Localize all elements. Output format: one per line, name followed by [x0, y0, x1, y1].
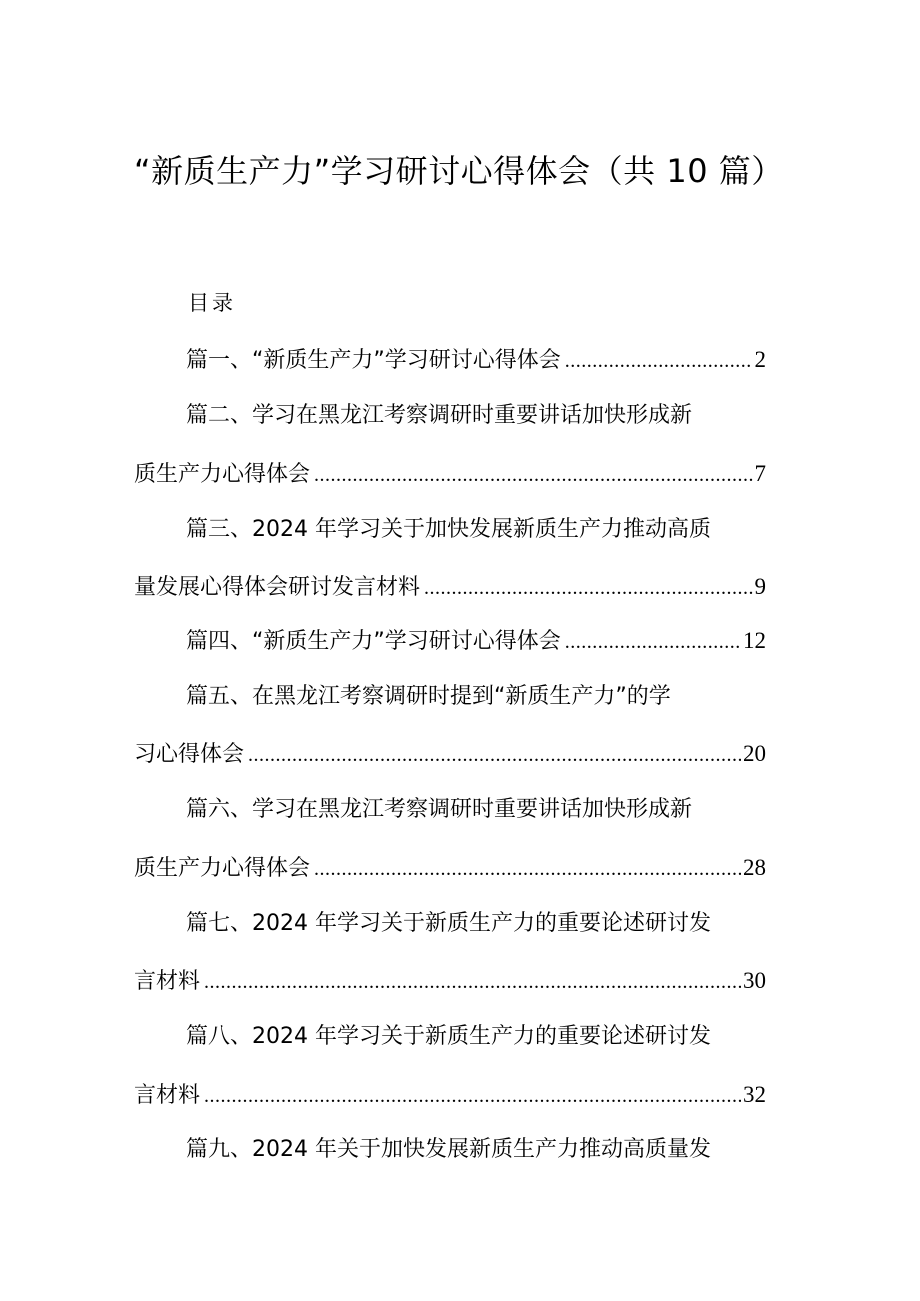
toc-entry-text: 质生产力心得体会 — [134, 856, 311, 881]
toc-leader-dots — [204, 962, 741, 1002]
toc-entry-text: 篇四、“新质生产力”学习研讨心得体会 — [186, 629, 561, 654]
toc-entry-text: 篇一、“新质生产力”学习研讨心得体会 — [186, 348, 561, 373]
toc-entry-6[interactable] — [134, 790, 766, 830]
toc-entry-7[interactable] — [134, 904, 766, 944]
toc-entry-text: 篇五、在黑龙江考察调研时提到“新质生产力”的学 — [186, 684, 671, 709]
toc-entry-6-continued[interactable] — [134, 848, 766, 888]
toc-entry-text: 篇三、2024 年学习关于加快发展新质生产力推动高质 — [186, 517, 711, 542]
toc-page-number: 7 — [754, 461, 766, 486]
toc-entry-5-continued[interactable] — [134, 734, 766, 774]
toc-page-number: 30 — [743, 968, 766, 993]
toc-leader-dots — [314, 849, 741, 889]
toc-leader-dots — [565, 341, 753, 381]
toc-page-number: 2 — [754, 347, 766, 372]
toc-entry-1[interactable] — [134, 340, 766, 380]
toc-page-number: 20 — [743, 741, 766, 766]
document-title: “新质生产力”学习研讨心得体会（共 10 篇） — [134, 152, 784, 190]
toc-entry-text: 篇二、学习在黑龙江考察调研时重要讲话加快形成新 — [186, 403, 693, 428]
toc-leader-dots — [565, 622, 741, 662]
toc-entry-text: 言材料 — [134, 969, 201, 994]
toc-entry-9[interactable] — [134, 1130, 766, 1170]
toc-heading: 目录 — [188, 291, 236, 315]
toc-leader-dots — [314, 455, 752, 495]
toc-page-number: 9 — [754, 574, 766, 599]
toc-entry-2-continued[interactable] — [134, 454, 766, 494]
toc-leader-dots — [424, 568, 752, 608]
toc-leader-dots — [248, 735, 741, 775]
toc-entry-8[interactable] — [134, 1017, 766, 1057]
toc-entry-text: 质生产力心得体会 — [134, 462, 311, 487]
toc-entry-2[interactable] — [134, 396, 766, 436]
toc-entry-5[interactable] — [134, 677, 766, 717]
toc-entry-3-continued[interactable] — [134, 567, 766, 607]
toc-entry-text: 习心得体会 — [134, 742, 245, 767]
toc-entry-text: 篇六、学习在黑龙江考察调研时重要讲话加快形成新 — [186, 797, 693, 822]
toc-entry-text: 篇七、2024 年学习关于新质生产力的重要论述研讨发 — [186, 911, 711, 936]
toc-leader-dots — [204, 1076, 741, 1116]
toc-entry-text: 篇八、2024 年学习关于新质生产力的重要论述研讨发 — [186, 1024, 711, 1049]
toc-page-number: 12 — [743, 628, 766, 653]
toc-entry-4[interactable] — [134, 621, 766, 661]
toc-entry-text: 言材料 — [134, 1083, 201, 1108]
toc-entry-text: 量发展心得体会研讨发言材料 — [134, 575, 421, 600]
toc-entry-3[interactable] — [134, 510, 766, 550]
toc-entry-8-continued[interactable] — [134, 1075, 766, 1115]
toc-page-number: 28 — [743, 855, 766, 880]
toc-entry-7-continued[interactable] — [134, 961, 766, 1001]
toc-entry-text: 篇九、2024 年关于加快发展新质生产力推动高质量发 — [186, 1137, 711, 1162]
toc-page-number: 32 — [743, 1082, 766, 1107]
